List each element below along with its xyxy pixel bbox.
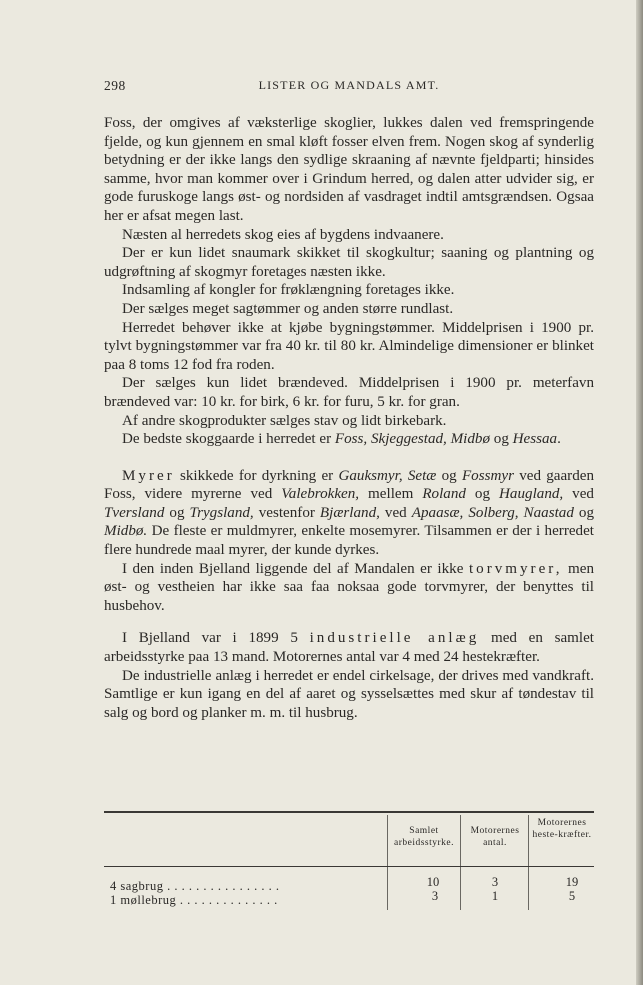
text-run: ved gaarden Foss, videre myrerne ved bbox=[104, 467, 595, 503]
column-header: Motorernes heste-kræfter. bbox=[532, 818, 592, 840]
text-run: men øst- og vestheien har ikke saa faa noksaa gode torvmyrer, der benyttes til husbehov. bbox=[104, 560, 594, 614]
paragraph: Herredet behøver ikke at kjøbe bygningstømmer. Middelprisen i 1900 pr. tylvt bygningstømmer var fra 40 kr. til 80 kr. Almindelige dimensioner er blinket paa 8 toms 12 fod fra roden. bbox=[104, 319, 594, 373]
running-head: LISTER OG MANDALS AMT. bbox=[258, 78, 440, 92]
body-text bbox=[104, 114, 594, 722]
section-gap bbox=[104, 615, 594, 629]
table-cell: 10 bbox=[426, 875, 440, 889]
column-header: Motorernes antal. bbox=[470, 826, 520, 848]
table-cell: 19 bbox=[565, 875, 579, 889]
text-run: skikkede for dyrkning er bbox=[174, 467, 339, 484]
table-row-label: 1 møllebrug . . . . . . . . . . . . . . bbox=[110, 893, 278, 907]
farm-name: Hessaa bbox=[512, 431, 558, 448]
column-header: Samlet arbeidsstyrke. bbox=[393, 826, 455, 848]
paragraph: Der er kun lidet snaumark skikket til skogkultur; saaning og plantning og udgrøftning af skogmyr foretages næsten ikke. bbox=[104, 245, 594, 280]
text-run: og bbox=[573, 504, 594, 521]
place-name: Trygsland, bbox=[189, 504, 254, 521]
page-number: 298 bbox=[104, 78, 126, 93]
place-name: Valebrokken, bbox=[281, 486, 360, 503]
place-name: Fossmyr bbox=[461, 467, 514, 484]
paragraph: Foss, der omgives af væksterlige skoglier, lukkes dalen ved fremspringende fjelde, og kun gjennem en smal kløft fosser elven frem. Nogen skog af synderlig betydning er der ikke langs den sydlige skraaning af nævnte fjeldparti; hinsides samme, hvor man kommer over i Grindum herred, og dalen atter udvider sig, er gode furuskoge langs øst- og nordsiden af vasdraget indtil amtsgrændsen. Ogsaa her er afsat megen last. bbox=[104, 115, 594, 224]
table-cell: 3 bbox=[431, 889, 439, 903]
spaced-term: Myrer bbox=[122, 467, 175, 484]
text-run: De bedste skoggaarde i herredet er bbox=[122, 431, 335, 448]
spaced-term: torvmyrer, bbox=[468, 560, 563, 577]
text-run: De fleste er muldmyrer, enkelte mosemyrer. Tilsammen er der i herredet flere hundrede maal myrer, der kunde dyrkes. bbox=[104, 523, 594, 559]
table-header-rule bbox=[104, 866, 594, 867]
paragraph: Næsten al herredets skog eies af bygdens indvaanere. bbox=[122, 226, 444, 243]
paragraph: Der sælges meget sagtømmer og anden større rundlast. bbox=[122, 300, 454, 317]
text-run: med en samlet arbeidsstyrke paa 13 mand. Motorernes antal var 4 med 24 hestekræfter. bbox=[104, 630, 594, 666]
text-run: og bbox=[465, 486, 500, 503]
paragraph: De industrielle anlæg i herredet er endel cirkelsage, der drives med vandkraft. Samtlige er kun igang en del af aaret og sysselsættes med skur af tøndestav til salg og bord og planker m. m. til husbrug. bbox=[104, 667, 594, 721]
spaced-term: industrielle anlæg bbox=[309, 630, 480, 647]
text-run: ved bbox=[563, 486, 594, 503]
text-run: ved bbox=[379, 504, 412, 521]
text-run: I den inden Bjelland liggende del af Mandalen er ikke bbox=[122, 560, 469, 577]
place-name: Tversland bbox=[104, 504, 165, 521]
table-column-divider bbox=[528, 815, 529, 910]
page-header bbox=[104, 78, 594, 98]
table-column-divider bbox=[387, 815, 388, 910]
table-cell: 3 bbox=[491, 875, 499, 889]
paragraph: Af andre skogprodukter sælges stav og lidt birkebark. bbox=[122, 412, 447, 429]
paragraph: Indsamling af kongler for frøklængning foretages ikke. bbox=[122, 282, 455, 299]
place-name: Apaasæ, Solberg, Naastad bbox=[411, 504, 574, 521]
section-gap bbox=[104, 449, 594, 467]
place-name: Gauksmyr, Setæ bbox=[338, 467, 437, 484]
table-cell: 5 bbox=[568, 889, 576, 903]
paragraph bbox=[104, 467, 594, 560]
text-run: . bbox=[557, 431, 561, 448]
paragraph bbox=[104, 430, 594, 449]
table-cell: 1 bbox=[491, 889, 499, 903]
text-run: I Bjelland var i 1899 5 bbox=[122, 630, 310, 647]
text-run: og bbox=[490, 431, 513, 448]
text-run: mellem bbox=[359, 486, 423, 503]
paragraph bbox=[104, 560, 594, 616]
table-row-label: 4 sagbrug . . . . . . . . . . . . . . . . bbox=[110, 879, 280, 893]
table-top-rule bbox=[104, 811, 594, 813]
text-run: og bbox=[164, 504, 190, 521]
table-column-divider bbox=[460, 815, 461, 910]
paragraph bbox=[104, 629, 594, 666]
place-name: Midbø. bbox=[104, 523, 148, 540]
place-name: Bjærland, bbox=[319, 504, 380, 521]
paragraph: Der sælges kun lidet brændeved. Middelprisen i 1900 pr. meterfavn brændeved var: 10 kr. for birk, 6 kr. for furu, 5 kr. for gran. bbox=[104, 375, 594, 410]
place-name: Haugland, bbox=[499, 486, 564, 503]
farm-names: Foss, Skjeggestad, Midbø bbox=[334, 431, 490, 448]
text-run: vestenfor bbox=[253, 504, 320, 521]
text-run: og bbox=[436, 467, 462, 484]
place-name: Roland bbox=[422, 486, 466, 503]
page-edge bbox=[636, 0, 643, 985]
